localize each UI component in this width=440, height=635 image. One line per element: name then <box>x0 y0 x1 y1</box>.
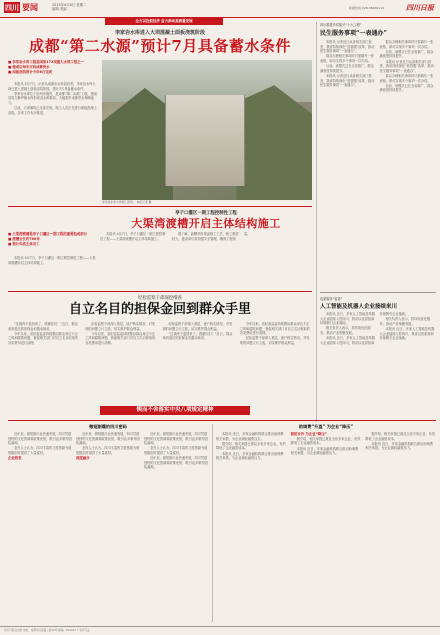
dam-photo <box>102 60 312 200</box>
bottom-mid-body <box>216 432 436 622</box>
paragraph: 近年来，微短剧行业快速发展，四川凭借独特的文化资源和政策优势，吸引众多制作团队落地。 <box>76 432 140 446</box>
lead-headline: 成都“第二水源”预计7月具备蓄水条件 <box>29 37 291 55</box>
paragraph: 本报讯 记者近日从省相关部门获悉，我省持续深化“放管服”改革，推动民生服务事项“一表通办”。 <box>379 59 434 73</box>
divider <box>8 420 436 421</box>
paragraph: 目前，大坝填筑已全部完成，施工人员正在进行面板混凝土浇筑，各项工作有序推进。 <box>8 106 97 115</box>
paragraph: 近年来，微短剧行业快速发展，四川凭借独特的文化资源和政策优势，吸引众多制作团队落地。 <box>144 432 208 446</box>
paragraph: “这钱终于退回来了，感谢你们！”近日，群众拿到退还的担保金后激动地说。 <box>162 331 233 341</box>
paragraph: 本报讯 近日，多家人工智能及机器人企业陆续入驻四川，我省以优质营商环境吸引企业落地。 <box>320 312 409 345</box>
brand-title: 四川日报 <box>406 3 434 12</box>
paragraph: 本报讯 4月7日，亭子口灌区一期工程控制性工程——大渠湾渡槽开启主体结构施工。 <box>100 232 166 241</box>
second-body-left <box>8 256 98 290</box>
second-kicker: 亭子口灌区一期工程控制性工程 <box>175 211 237 216</box>
third-body <box>8 322 312 412</box>
paragraph: 目前，该模式已在全省推广，群众满意度持续提升。 <box>320 64 374 73</box>
paragraph: 据介绍，相关举措已惠及全省多家企业，有效降低了企业融资成本。 <box>290 436 361 446</box>
paragraph: 本报讯 近日，多家人工智能及机器人企业陆续入驻四川，我省以优质营商环境吸引企业落地。 <box>320 312 375 326</box>
divider <box>8 206 312 207</box>
deck-item: ■ 建成后每年可向成都供水 <box>8 64 50 69</box>
bottom-mid-headline: 助调费“升温” 为企业“降压” <box>298 424 354 429</box>
deck-item: ■ 预计年底主体完工 <box>8 241 40 246</box>
paragraph: 相关负责人表示，将持续优化服务，推动产业集聚发展。 <box>379 317 431 326</box>
second-deck <box>8 232 98 246</box>
column-divider <box>316 22 317 422</box>
paragraph: 群众办理相关事项时只需填写一张表格，即可实现多个事项一次办结。 <box>379 40 434 49</box>
paragraph: 业内人士认为，四川丰富的文旅资源为微短剧创作提供了大量素材。 <box>144 446 208 455</box>
paragraph: 本报讯 近日，多家人工智能及机器人企业陆续入驻四川，我省以优质营商环境吸引企业落地。 <box>379 326 435 341</box>
paragraph: 今年以来，省纪委监委持续整治群众身边不正之风和腐败问题，督促相关部门对自立名目收取的各类费用进行清理。 <box>8 331 79 345</box>
section-name: 要闻 <box>22 2 38 12</box>
third-kicker: 纪检监察干部深挖细查 <box>138 296 182 301</box>
issue-editor: 编辑 美编 <box>52 7 67 12</box>
divider <box>320 292 436 293</box>
paragraph: 业内人士认为，四川丰富的文旅资源为微短剧创作提供了大量素材。 <box>8 446 72 455</box>
subhead: 银团合作 为企业“降压” <box>290 432 327 436</box>
top-banner: 全力以赴抓经济 奋力推动高质量发展 <box>105 18 223 25</box>
paragraph: 李家岩水库位于崇州市境内，是成都“第二水源”工程，建成后将与紫坪铺水库形成双水源格局，大幅提升成都供水保障能力。 <box>8 91 97 105</box>
paragraph: 据了解，渡槽采用现浇施工工艺，施工难度较大，建设单位将加强安全管理，确保工程质量。 <box>172 232 251 241</box>
paragraph: 今年以来，省纪委监委持续整治群众身边不正之风和腐败问题，督促相关部门对自立名目收取的各类费用进行清理。 <box>239 322 310 336</box>
second-body <box>100 232 312 288</box>
paragraph: 本报讯 4月7日，记者从成都市水务局获悉，李家岩水库大坝已进入混凝土面板浇筑阶段，预计7月具备蓄水条件。 <box>8 82 96 91</box>
paragraph: 本报讯 记者近日从省相关部门获悉，我省持续深化“放管服”改革，推动民生服务事项“一表通办”。 <box>320 40 375 54</box>
issue-info <box>52 3 86 12</box>
paragraph: 本报讯 近日，多家金融机构联合推出助调费相关举措，为企业减轻融资压力。 <box>290 446 359 456</box>
paragraph: 本报讯 近日，多家金融机构联合推出助调费相关举措，为企业减轻融资压力。 <box>216 432 284 441</box>
sidebar-kicker: 四川推进乡村振兴“十大工程” <box>320 23 362 27</box>
bottom-left-body <box>8 432 208 622</box>
lead-body <box>8 82 98 206</box>
paragraph: 纪检监察干部深入基层，逐户核实情况，对发现的问题立行立改，切实维护群众利益。 <box>239 336 310 345</box>
sidebar-body <box>320 40 436 288</box>
red-banner: 锲而不舍落实中央八项规定精神 <box>100 406 250 415</box>
newspaper-logo: 四川 <box>5 3 19 12</box>
sidebar-sub-body <box>320 312 436 420</box>
paragraph: 目前，该模式已在全省推广，群众满意度持续提升。 <box>379 83 434 93</box>
lead-deck <box>8 60 98 74</box>
bottom-left-headline: 微短剧爆的四川密码 <box>89 424 127 429</box>
paragraph: 纪检监察干部深入基层，逐户核实情况，对发现的问题立行立改，切实维护群众利益。 <box>85 322 155 331</box>
deck-item: ■ 面板浇筑预计今年6月完成 <box>8 69 53 74</box>
paragraph: 本报讯 近日，多家金融机构联合推出助调费相关举措，为企业减轻融资压力。 <box>365 441 433 451</box>
paragraph: 群众办理相关事项时只需填写一张表格，即可实现多个事项一次办结。 <box>379 73 434 83</box>
sidebar-sub-kicker: 优质服务“留客” <box>320 297 343 301</box>
subhead: 深度融合 <box>76 456 90 461</box>
paragraph: 目前，该模式已在全省推广，群众满意度持续提升。 <box>379 49 434 59</box>
third-headline: 自立名目的担保金回到群众手里 <box>68 302 251 317</box>
second-headline: 大渠湾渡槽开启主体结构施工 <box>131 217 281 230</box>
hotline: 新闻热线:028-86969110 <box>348 6 384 10</box>
paragraph: 本报讯 4月7日，亭子口灌区一期工程控制性工程——大渠湾渡槽开启主体结构施工。 <box>8 256 96 265</box>
deck-item: ■ 大渠湾渡槽是亭子口灌区一期工程的重要组成部分 <box>8 232 87 236</box>
deck-item: ■ 李家岩水库工程是国家172项重大水利工程之一 <box>8 60 84 64</box>
sidebar-headline: 民生服务事项“一表通办” <box>320 30 387 37</box>
paragraph: 本报讯 近日，多家金融机构联合推出助调费相关举措，为企业减轻融资压力。 <box>216 451 284 461</box>
paragraph: 今年以来，省纪委监委持续整治群众身边不正之风和腐败问题，督促相关部门对自立名目收取的各类费用进行清理。 <box>85 331 156 345</box>
paragraph: 相关负责人表示，将持续优化服务，推动产业集聚发展。 <box>320 326 371 335</box>
divider <box>8 291 312 292</box>
paragraph: 据介绍，相关举措已惠及全省多家企业，有效降低了企业融资成本。 <box>365 432 436 441</box>
subhead: 企业热衷 <box>8 456 22 461</box>
sidebar-sub-headline: 人工智能及机器人企业接续来川 <box>320 304 398 310</box>
photo-caption: 李家岩水库大坝施工现场。 本报记者 摄 <box>102 200 152 204</box>
paragraph: 据介绍，相关举措已惠及全省多家企业，有效降低了企业融资成本。 <box>216 441 286 451</box>
column-divider <box>212 424 213 622</box>
paragraph: 近年来，微短剧行业快速发展，四川凭借独特的文化资源和政策优势，吸引众多制作团队落地。 <box>144 456 208 470</box>
lead-kicker: 李家岩水库进入大坝混凝土面板浇筑阶段 <box>114 30 205 36</box>
paragraph: 业内人士认为，四川丰富的文旅资源为微短剧创作提供了大量素材。 <box>76 446 140 455</box>
deck-item: ■ 渡槽全长约700米 <box>8 236 40 241</box>
paragraph: 群众办理相关事项时只需填写一张表格，即可实现多个事项一次办结。 <box>320 54 374 63</box>
paragraph: 本报讯 记者近日从省相关部门获悉，我省持续深化“放管服”改革，推动民生服务事项“一表通办”。 <box>320 73 375 88</box>
paragraph: 近年来，微短剧行业快速发展，四川凭借独特的文化资源和政策优势，吸引众多制作团队落地。 <box>8 432 72 446</box>
paragraph: 纪检监察干部深入基层，逐户核实情况，对发现的问题立行立改，切实维护群众利益。 <box>162 322 233 331</box>
footer: 四川日报社出版 地址：成都市红星路二段70号 邮编：610012 广告许可证 <box>0 626 440 635</box>
issue-date: 2025年4月8日 星期二 <box>52 3 87 7</box>
paragraph: “这钱终于退回来了，感谢你们！”近日，群众拿到退还的担保金后激动地说。 <box>8 322 78 331</box>
